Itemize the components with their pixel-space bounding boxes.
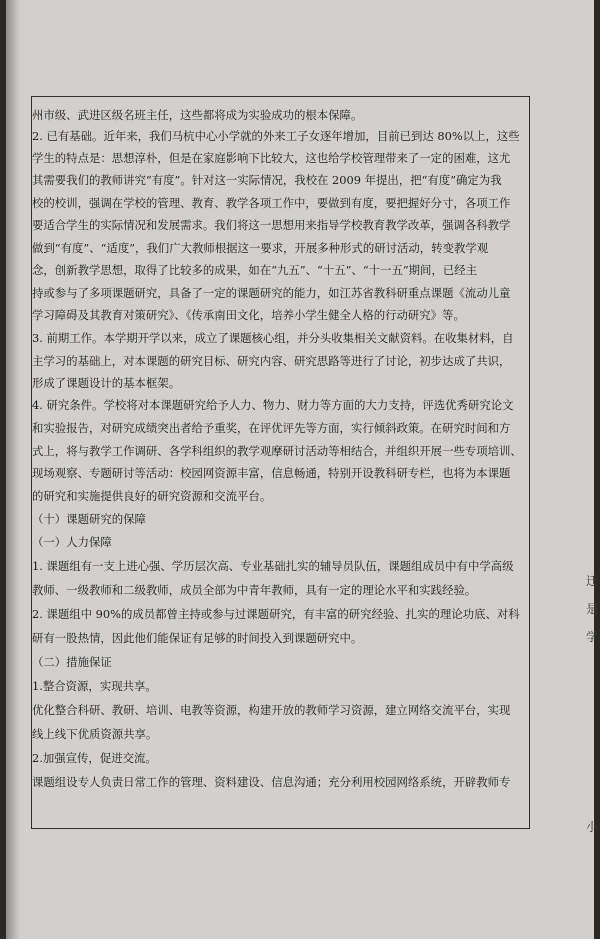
text-line: 州市级、武进区级名班主任，这些都将成为实验成功的根本保障。 [32, 108, 363, 122]
text-line: 2. 已有基础。近年来，我们马杭中心小学就的外来工子女逐年增加，目前已到达 80%以上，这些 [32, 129, 520, 143]
text-line: 校的校训，强调在学校的管理、教育、教学各项工作中，要做到有度，要把握好分寸，各项工作 [32, 196, 511, 210]
text-line: 线上线下优质资源共享。 [32, 727, 158, 741]
text-line: 2.加强宣传，促进交流。 [32, 751, 157, 765]
page-edge-shadow [6, 0, 20, 939]
text-line: 做到“有度”、“适度”，我们广大教师根据这一要求，开展多种形式的研讨活动，转变教学观 [32, 241, 489, 255]
text-line: 式上，将与教学工作调研、各学科组织的教学观摩研讨活动等相结合，并组织开展一些专项培训、 [32, 444, 522, 458]
text-line: 1.整合资源，实现共享。 [32, 679, 157, 693]
text-line: 现场观察、专题研讨等活动：校园网资源丰富，信息畅通，特别开设教科研专栏，也将为本课题 [32, 466, 511, 480]
text-line: 优化整合科研、教研、培训、电教等资源，构建开放的教师学习资源，建立网络交流平台，实现 [32, 703, 511, 717]
margin-mark: 小 [586, 820, 599, 834]
text-line: 和实验报告，对研究成绩突出者给予重奖，在评优评先等方面，实行倾斜政策。在研究时间和方 [32, 421, 511, 435]
margin-mark: 学 [586, 630, 599, 644]
text-line: 念，创新教学思想，取得了比较多的成果，如在“九五”、“十五”、“十一五”期间，已经主 [32, 263, 478, 277]
paper-sheet [6, 0, 599, 939]
subsection-heading: （二）措施保证 [32, 655, 112, 669]
text-line: 主学习的基础上，对本课题的研究目标、研究内容、研究思路等进行了讨论，初步达成了共识， [32, 354, 511, 368]
margin-mark: 迁 [586, 574, 599, 588]
text-line: 4. 研究条件。学校将对本课题研究给予人力、物力、财力等方面的大力支持，评选优秀研究论文 [32, 398, 514, 412]
text-line: 持或参与了多项课题研究，具备了一定的课题研究的能力，如江苏省教科研重点课题《流动儿童 [32, 286, 511, 300]
text-line: 教师、一级教师和二级教师，成员全部为中青年教师，具有一定的理论水平和实践经验。 [32, 583, 477, 597]
text-line: 2. 课题组中 90%的成员都曾主持或参与过课题研究，有丰富的研究经验、扎实的理论功底、对科 [32, 607, 520, 621]
text-line: 的研究和实施提供良好的研究资源和交流平台。 [32, 489, 272, 503]
text-line: 3. 前期工作。本学期开学以来，成立了课题核心组，并分头收集相关文献资料。在收集材料，自 [32, 331, 514, 345]
margin-mark: 是 [586, 602, 599, 616]
section-heading: （十）课题研究的保障 [32, 512, 146, 526]
text-line: 1. 课题组有一支上进心强、学历层次高、专业基础扎实的辅导员队伍，课题组成员中有中学高级 [32, 559, 514, 573]
subsection-heading: （一）人力保障 [32, 535, 112, 549]
text-line: 学生的特点是：思想淳朴，但是在家庭影响下比较大，这也给学校管理带来了一定的困难，这尤 [32, 151, 511, 165]
text-line: 其需要我们的教师讲究“有度”。针对这一实际情况，我校在 2009 年提出，把“有度”确定为我 [32, 173, 502, 187]
text-line: 研有一股热情，因此他们能保证有足够的时间投入到课题研究中。 [32, 631, 363, 645]
content-frame [31, 96, 530, 829]
text-line: 课题组设专人负责日常工作的管理、资料建设、信息沟通；充分利用校园网络系统，开辟教师专 [32, 775, 511, 789]
text-line: 形成了课题设计的基本框架。 [32, 376, 181, 390]
text-line: 学习障碍及其教育对策研究》、《传承南田文化，培养小学生健全人格的行动研究》等。 [32, 308, 465, 322]
text-line: 要适合学生的实际情况和发展需求。我们将这一思想用来指导学校教育教学改革，强调各科教学 [32, 218, 511, 232]
